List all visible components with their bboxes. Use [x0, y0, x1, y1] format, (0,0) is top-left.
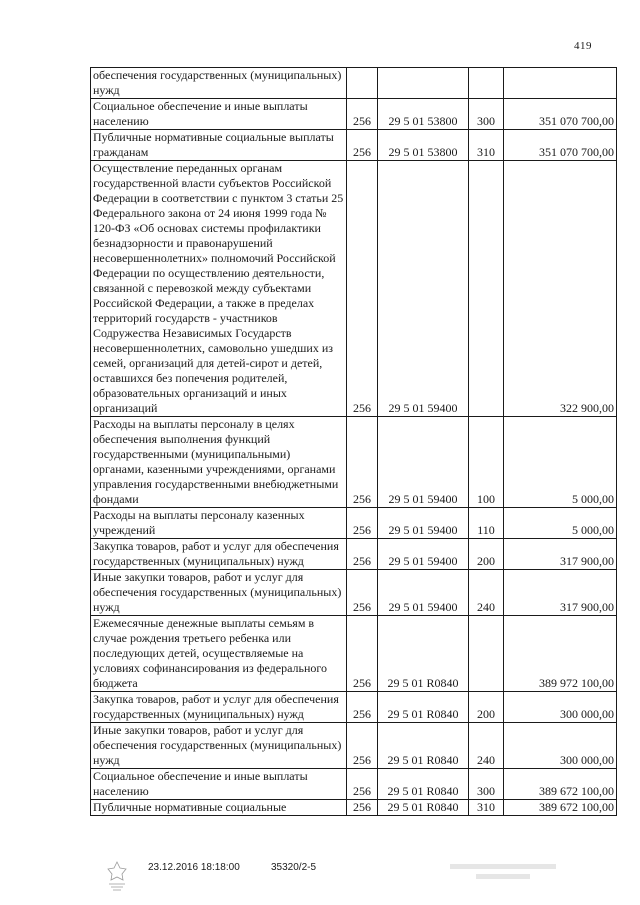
table-row: [91, 800, 617, 816]
cell-sum: 389 672 100,00: [504, 769, 617, 800]
cell-name: Ежемесячные денежные выплаты семьям в случае рождения третьего ребенка или последующих детей, осуществляемые на условиях софинансирования из федерального бюджета: [91, 616, 347, 692]
cell-gr: 256: [347, 161, 378, 417]
footer-date: 23.12.2016 18:18:00: [148, 862, 240, 873]
cell-sum: 322 900,00: [504, 161, 617, 417]
cell-csr: 29 5 01 R0840: [378, 800, 469, 816]
cell-name: Осуществление переданных органам государственной власти субъектов Российской Федерации в соответствии с пунктом 3 статьи 25 Федерального закона от 24 июня 1999 года № 120-ФЗ «Об основах системы профилактики безнадзорности и правонарушений несовершеннолетних» полномочий Российской Федерации по осуществлению деятельности, связанной с перевозкой между субъектами Российской Федерации, а также в пределах территорий государств - участников Содружества Независимых Государств несовершеннолетних, самовольно ушедших из семей, организаций для детей-сирот и детей, оставшихся без попечения родителей, образовательных организаций и иных организаций: [91, 161, 347, 417]
cell-vr: 240: [469, 570, 504, 616]
cell-vr: 200: [469, 539, 504, 570]
cell-csr: 29 5 01 R0840: [378, 723, 469, 769]
budget-table-body: [91, 68, 617, 816]
cell-vr: [469, 68, 504, 99]
cell-name: Расходы на выплаты персоналу казенных учреждений: [91, 508, 347, 539]
table-row: [91, 508, 617, 539]
cell-vr: 310: [469, 800, 504, 816]
table-row: [91, 616, 617, 692]
cell-csr: 29 5 01 59400: [378, 539, 469, 570]
cell-sum: 5 000,00: [504, 417, 617, 508]
cell-csr: 29 5 01 59400: [378, 161, 469, 417]
cell-sum: 300 000,00: [504, 723, 617, 769]
cell-gr: 256: [347, 800, 378, 816]
cell-vr: 240: [469, 723, 504, 769]
faint-stamp-icon: [448, 860, 558, 884]
cell-gr: 256: [347, 769, 378, 800]
cell-sum: 5 000,00: [504, 508, 617, 539]
cell-name: Закупка товаров, работ и услуг для обеспечения государственных (муниципальных) нужд: [91, 692, 347, 723]
cell-sum: 351 070 700,00: [504, 99, 617, 130]
cell-gr: [347, 68, 378, 99]
page-footer: [0, 860, 640, 900]
cell-gr: 256: [347, 692, 378, 723]
cell-csr: 29 5 01 R0840: [378, 692, 469, 723]
table-row: [91, 417, 617, 508]
table-row: [91, 769, 617, 800]
cell-gr: 256: [347, 616, 378, 692]
table-row: [91, 68, 617, 99]
cell-gr: 256: [347, 508, 378, 539]
cell-gr: 256: [347, 130, 378, 161]
cell-sum: 389 672 100,00: [504, 800, 617, 816]
cell-sum: [504, 68, 617, 99]
cell-vr: 300: [469, 99, 504, 130]
table-row: [91, 692, 617, 723]
table-row: [91, 130, 617, 161]
table-row: [91, 570, 617, 616]
cell-vr: 300: [469, 769, 504, 800]
table-row: [91, 99, 617, 130]
table-row: [91, 539, 617, 570]
cell-name: Закупка товаров, работ и услуг для обеспечения государственных (муниципальных) нужд: [91, 539, 347, 570]
cell-vr: 310: [469, 130, 504, 161]
cell-sum: 317 900,00: [504, 570, 617, 616]
cell-name: обеспечения государственных (муниципальных) нужд: [91, 68, 347, 99]
seal-icon: [104, 860, 130, 892]
page-number: 419: [574, 40, 592, 52]
cell-gr: 256: [347, 99, 378, 130]
cell-name: Иные закупки товаров, работ и услуг для обеспечения государственных (муниципальных) нужд: [91, 723, 347, 769]
cell-gr: 256: [347, 539, 378, 570]
table-row: [91, 723, 617, 769]
cell-vr: [469, 616, 504, 692]
budget-table: [90, 67, 617, 816]
cell-name: Иные закупки товаров, работ и услуг для обеспечения государственных (муниципальных) нужд: [91, 570, 347, 616]
cell-vr: 200: [469, 692, 504, 723]
cell-name: Публичные нормативные социальные выплаты гражданам: [91, 130, 347, 161]
cell-csr: 29 5 01 53800: [378, 99, 469, 130]
cell-name: Публичные нормативные социальные: [91, 800, 347, 816]
cell-csr: 29 5 01 R0840: [378, 616, 469, 692]
cell-csr: 29 5 01 59400: [378, 570, 469, 616]
cell-gr: 256: [347, 723, 378, 769]
cell-name: Социальное обеспечение и иные выплаты населению: [91, 769, 347, 800]
cell-name: Социальное обеспечение и иные выплаты населению: [91, 99, 347, 130]
cell-gr: 256: [347, 570, 378, 616]
cell-gr: 256: [347, 417, 378, 508]
cell-csr: 29 5 01 R0840: [378, 769, 469, 800]
cell-vr: [469, 161, 504, 417]
cell-vr: 110: [469, 508, 504, 539]
cell-csr: 29 5 01 59400: [378, 508, 469, 539]
cell-sum: 317 900,00: [504, 539, 617, 570]
cell-name: Расходы на выплаты персоналу в целях обеспечения выполнения функций государственными (муниципальными) органами, казенными учреждениями, органами управления государственными внебюджетными фондами: [91, 417, 347, 508]
cell-sum: 389 972 100,00: [504, 616, 617, 692]
table-row: [91, 161, 617, 417]
cell-csr: 29 5 01 59400: [378, 417, 469, 508]
cell-sum: 351 070 700,00: [504, 130, 617, 161]
cell-vr: 100: [469, 417, 504, 508]
cell-csr: [378, 68, 469, 99]
footer-doc-number: 35320/2-5: [271, 862, 317, 873]
cell-csr: 29 5 01 53800: [378, 130, 469, 161]
cell-sum: 300 000,00: [504, 692, 617, 723]
